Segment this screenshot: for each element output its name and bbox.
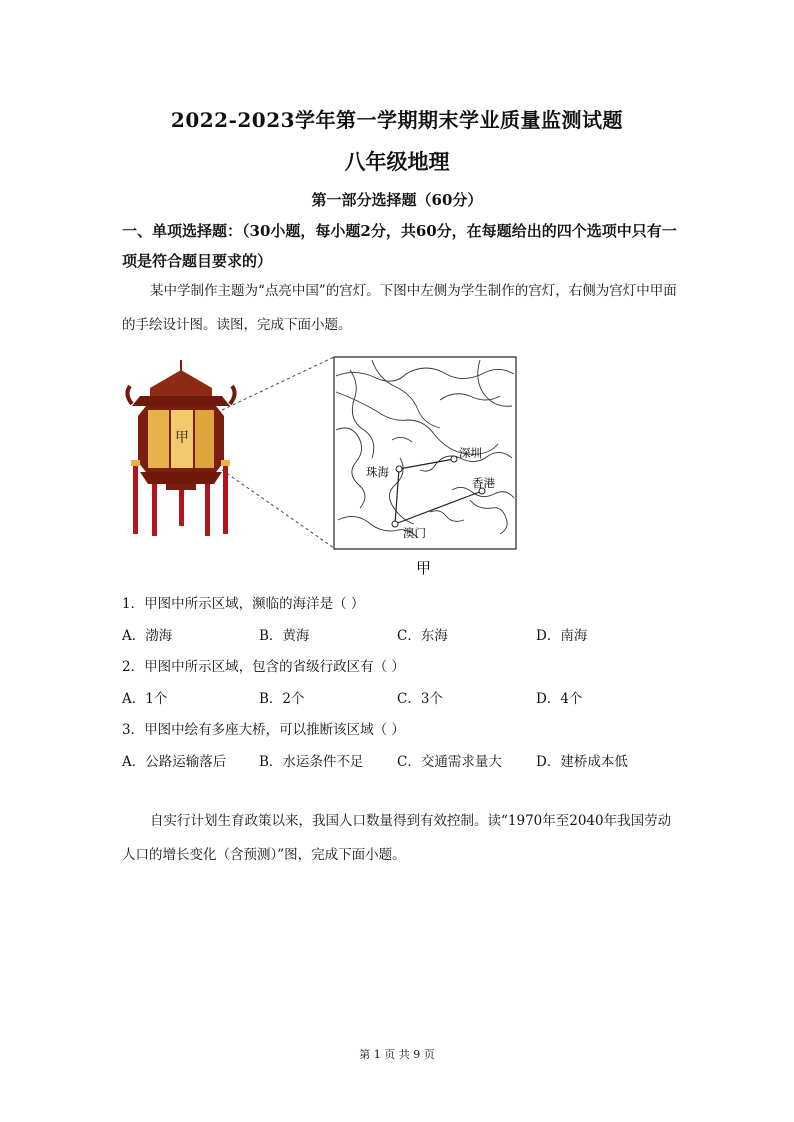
question-2-stem: 2．甲图中所示区域，包含的省级行政区有（ ） (122, 659, 405, 675)
q3-option-a[interactable]: A．公路运输落后 (122, 754, 227, 770)
q2-option-c[interactable]: C．3个 (397, 691, 443, 707)
q1-option-c[interactable]: C．东海 (397, 628, 448, 644)
question-1-stem: 1．甲图中所示区域，濒临的海洋是（ ） (122, 596, 365, 612)
lantern-panel-label: 甲 (175, 430, 189, 446)
intro-paragraph-1: 某中学制作主题为“点亮中国”的宫灯。下图中左侧为学生制作的宫灯，右侧为宫灯中甲面的手绘设计图。读图，完成下面小题。 (122, 283, 677, 333)
city-label-zhuhai: 珠海 (366, 465, 389, 479)
q3-option-c[interactable]: C．交通需求量大 (397, 754, 502, 770)
city-label-hongkong: 香港 (472, 476, 495, 490)
section-instruction: 一、单项选择题：（30小题，每小题2分，共60分，在每题给出的四个选项中只有一项是符合题目要求的） (122, 222, 677, 270)
figure-caption: 甲 (416, 559, 432, 577)
q1-option-b[interactable]: B．黄海 (259, 628, 310, 644)
city-label-macau: 澳门 (403, 526, 426, 540)
q3-option-b[interactable]: B．水运条件不足 (259, 754, 364, 770)
lantern-image (127, 360, 234, 536)
q2-option-a[interactable]: A．1个 (122, 691, 168, 707)
q2-option-b[interactable]: B．2个 (259, 691, 305, 707)
question-3-stem: 3．甲图中绘有多座大桥，可以推断该区域（ ） (122, 722, 405, 738)
exam-title: 2022-2023学年第一学期期末学业质量监测试题 (170, 108, 624, 132)
part-title: 第一部分选择题（60分） (311, 191, 483, 209)
q3-option-d[interactable]: D．建桥成本低 (536, 754, 628, 770)
city-label-shenzhen: 深圳 (459, 446, 482, 460)
exam-subtitle: 八年级地理 (344, 149, 450, 174)
q2-option-d[interactable]: D．4个 (536, 691, 583, 707)
q1-option-a[interactable]: A．渤海 (122, 628, 173, 644)
intro-paragraph-2: 自实行计划生育政策以来，我国人口数量得到有效控制。读“1970年至2040年我国劳动人口的增长变化（含预测）”图，完成下面小题。 (122, 813, 672, 863)
page-footer: 第 1 页 共 9 页 (359, 1048, 435, 1061)
q1-option-d[interactable]: D．南海 (536, 628, 588, 644)
